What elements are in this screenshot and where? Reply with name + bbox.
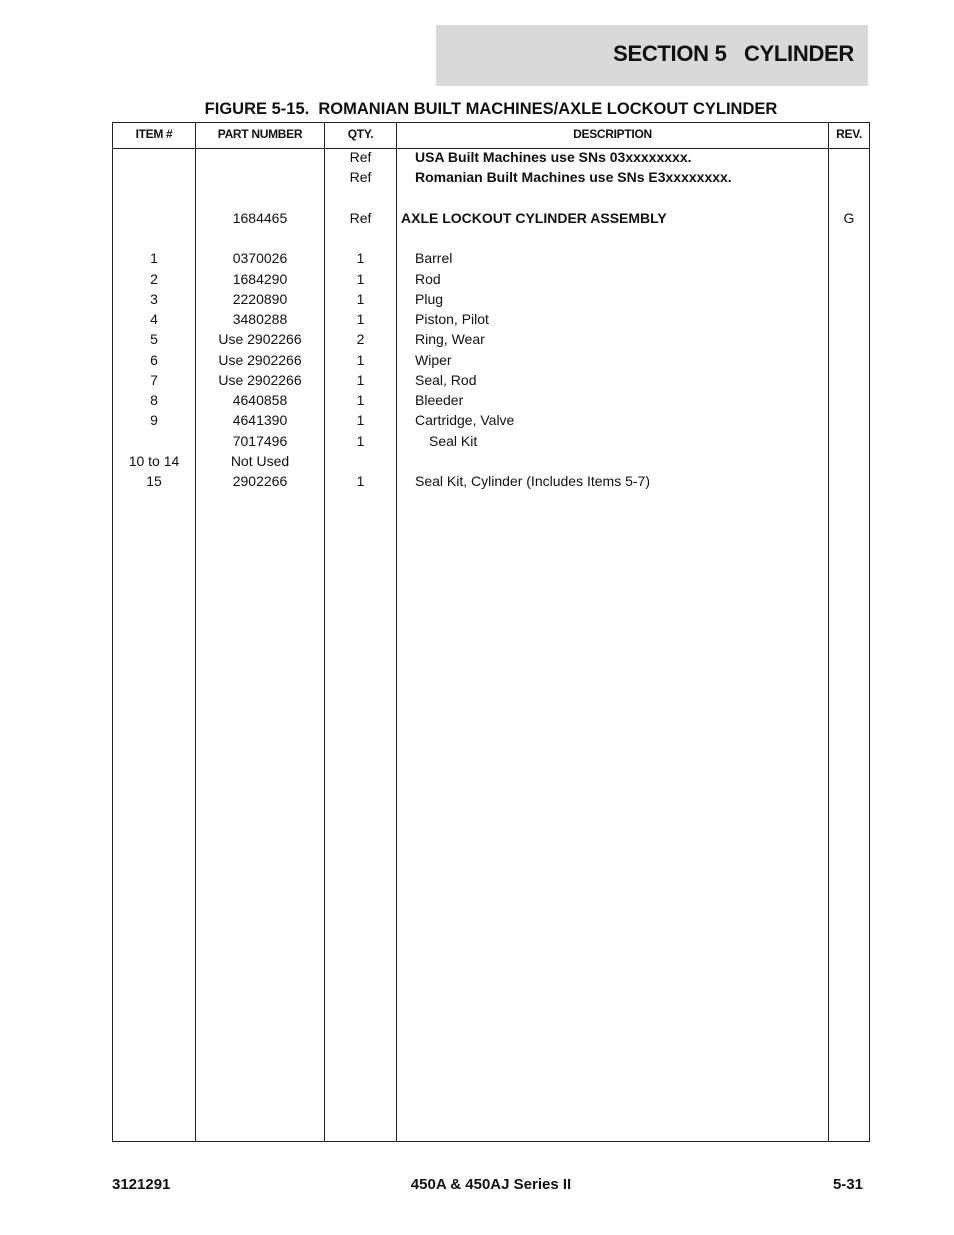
qty-cell: 1 [356,392,365,408]
qty-cell: 1 [356,250,365,266]
rev-cell: G [843,210,855,226]
part-number-cell: 2220890 [232,291,288,307]
item-number-cell: 3 [150,291,158,307]
description-cell: Bleeder [415,392,464,408]
table-row [113,370,869,390]
description-cell: USA Built Machines use SNs 03xxxxxxxx. [415,149,692,165]
part-number-cell: 1684290 [232,271,288,287]
qty-cell: 1 [356,372,365,388]
item-number-cell: 1 [150,250,158,266]
description-cell: Barrel [415,250,453,266]
figure-title: FIGURE 5-15. ROMANIAN BUILT MACHINES/AXLE LOCKOUT CYLINDER [204,100,778,118]
table-row [113,147,869,167]
qty-cell: 1 [356,271,365,287]
description-cell: Rod [415,271,441,287]
qty-cell: 1 [356,433,365,449]
table-row [113,269,869,289]
table-row [113,309,869,329]
description-cell: Romanian Built Machines use SNs E3xxxxxxxx. [415,169,732,185]
description-cell: AXLE LOCKOUT CYLINDER ASSEMBLY [401,210,667,226]
section-banner [436,25,868,86]
description-cell: Cartridge, Valve [415,412,515,428]
part-number-cell: 4640858 [232,392,288,408]
section-title: SECTION 5 CYLINDER [613,41,854,66]
table-row [113,329,869,349]
part-number-cell: Not Used [230,453,290,469]
part-number-cell: Use 2902266 [218,372,302,388]
table-row [113,208,869,228]
item-number-cell: 6 [150,352,158,368]
footer-page-number: 5-31 [832,1176,863,1193]
header-part-number: PART NUMBER [217,127,303,141]
qty-cell: 1 [356,352,365,368]
footer-model: 450A & 450AJ Series II [410,1176,572,1193]
header-item: ITEM # [135,127,173,141]
part-number-cell: 4641390 [232,412,288,428]
header-description: DESCRIPTION [573,127,652,141]
description-cell: Wiper [415,352,452,368]
header-qty: QTY. [347,127,374,141]
item-number-cell: 5 [150,331,158,347]
description-cell: Seal, Rod [415,372,477,388]
part-number-cell: 3480288 [232,311,288,327]
item-number-cell: 10 to 14 [128,453,180,469]
qty-cell: Ref [349,169,372,185]
description-cell: Plug [415,291,444,307]
qty-cell: 2 [356,331,365,347]
item-number-cell: 4 [150,311,158,327]
item-number-cell: 9 [150,412,158,428]
qty-cell: 1 [356,412,365,428]
table-row [113,471,869,491]
part-number-cell: Use 2902266 [218,331,302,347]
item-number-cell: 2 [150,271,158,287]
table-row [113,350,869,370]
table-row [113,451,869,471]
table-row [113,248,869,268]
part-number-cell: 7017496 [232,433,288,449]
part-number-cell: Use 2902266 [218,352,302,368]
description-cell: Seal Kit, Cylinder (Includes Items 5-7) [415,473,650,489]
parts-table [112,122,870,1142]
qty-cell: 1 [356,311,365,327]
table-row [113,390,869,410]
part-number-cell: 2902266 [232,473,288,489]
qty-cell: 1 [356,291,365,307]
description-cell: Ring, Wear [415,331,485,347]
part-number-cell: 0370026 [232,250,288,266]
item-number-cell: 15 [146,473,162,489]
table-row [113,167,869,187]
table-row [113,410,869,430]
item-number-cell: 7 [150,372,158,388]
qty-cell: Ref [349,149,372,165]
description-cell: Seal Kit [429,433,478,449]
part-number-cell: 1684465 [232,210,288,226]
footer-doc-number: 3121291 [112,1176,171,1193]
qty-cell: 1 [356,473,365,489]
table-row [113,289,869,309]
header-rev: REV. [836,127,862,141]
item-number-cell: 8 [150,392,158,408]
description-cell: Piston, Pilot [415,311,489,327]
qty-cell: Ref [349,210,372,226]
table-row [113,431,869,451]
